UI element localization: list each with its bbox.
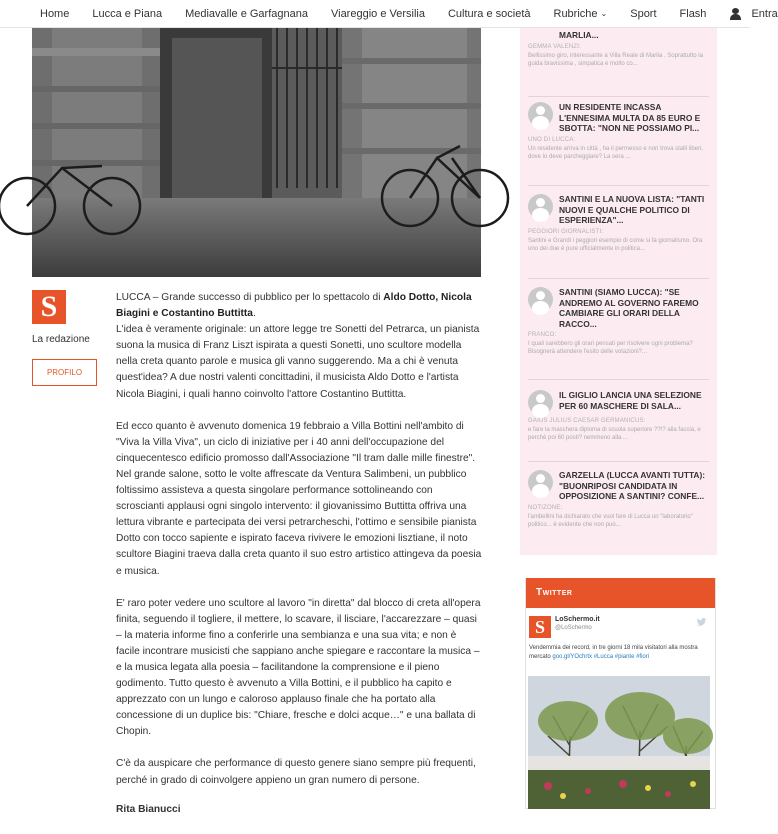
nav-rubriche-label: Rubriche — [553, 7, 598, 20]
twitter-widget-title: Twitter — [526, 578, 715, 608]
author-name: La redazione — [32, 334, 90, 345]
tweet-text — [526, 638, 715, 662]
chevron-down-icon: ⌄ — [600, 9, 608, 18]
comment-article-title[interactable]: UN RESIDENTE INCASSA L'ENNESIMA MULTA DA 85 EURO E SBOTTA: "NON NE POSSIAMO PI... — [559, 102, 701, 133]
twitter-widget — [525, 578, 716, 809]
profile-button[interactable]: PROFILO — [32, 359, 97, 386]
comment-snippet: Bellissimo giro, interessante a Villa Reale di Marlia . Soprattutto la guida bravissima , simpatica e molto co... — [528, 52, 703, 67]
article-paragraph-2: Ed ecco quanto è avvenuto domenica 19 febbraio a Villa Bottini nell'ambito di "Viva la Villa Viva", un ciclo di iniziative per i 40 anni dell'occupazione del cinquecentesco edificio promosso dall'Associazione "Il tram dalle mille finestre". Nel grande salone, sotto le volte affrescate da Ventura Salimbeni, un pubblico foltissimo assisteva a questa singolare performance sottolineando con scroscianti applausi ogni singolo intervento: il giovanissimo Buttitta offriva una lettura vibrante e partecipata dei versi petrarcheschi, l'ottimo e sensibile pianista Dotto con tocco sapiente e ispirato faceva rivivere le emozioni lisztiane, il noto scultore Biagini traeva dalla creta quanto il suo estro artistico attingeva da poesia e musica. — [116, 420, 482, 577]
site-logo-icon — [32, 290, 66, 324]
twitter-avatar-logo: S — [529, 616, 551, 638]
comment-item[interactable] — [520, 30, 717, 68]
nav-cultura-societa[interactable]: Cultura e società — [447, 7, 531, 20]
avatar-icon — [528, 194, 553, 219]
comment-head — [520, 102, 717, 134]
article-signature: Rita Bianucci — [116, 803, 181, 815]
article-end: . — [252, 308, 256, 320]
article-paragraph-1b: L'idea è veramente originale: un attore legge tre Sonetti del Petrarca, un pianista suona la musica di Franz Liszt ispirata a questi Sonetti, uno scultore modella nella creta quanto parole e musica gli vanno suggerendo. Ma a chi è venuta quest'idea? A due nostri valenti concittadini, il musicista Aldo Dotto e l'artista Nicola Biagini, i quali hanno coinvolto l'attore Costantino Buttitta. — [116, 324, 480, 400]
comment-author: NOTIZONE: — [528, 504, 563, 511]
nav-rubriche[interactable] — [554, 8, 608, 20]
comment-divider — [528, 278, 709, 279]
comment-item[interactable] — [520, 287, 717, 357]
comment-article-title[interactable]: IL GIGLIO LANCIA UNA SELEZIONE PER 60 MASCHERE DI SALA... — [559, 390, 702, 411]
article-lead: LUCCA – Grande successo di pubblico per lo spettacolo di — [116, 292, 384, 303]
comment-head — [520, 194, 717, 226]
author-box — [32, 290, 98, 386]
comment-author: GAIUS JULIUS CAESAR GERMANICUS: — [528, 418, 646, 424]
comment-author: GEMMA VALENZI: — [528, 43, 582, 50]
login-link[interactable] — [729, 8, 777, 20]
comment-item[interactable] — [520, 194, 717, 253]
tweet-author-names — [555, 616, 600, 631]
article-name-dotto: Aldo Dotto — [383, 292, 436, 303]
avatar-icon — [528, 390, 553, 415]
comment-snippet: I quali sarebbero gli orari pensati per risolvere ogni problema? Bisognerà attendere l'esito delle votazioni?... — [528, 341, 693, 356]
user-icon — [729, 8, 743, 20]
article-sep: e — [149, 308, 162, 320]
article-name-buttitta: Costantino Buttitta — [161, 308, 253, 320]
comment-article-title[interactable]: MARLIA... — [559, 30, 599, 40]
comment-article-title[interactable]: GARZELLA (LUCCA AVANTI TUTTA): "BUONRIPOSI CANDIDATA IN OPPOSIZIONE A SANTINI? CONFE... — [559, 470, 706, 501]
avatar-icon — [528, 470, 553, 495]
comment-head — [520, 287, 717, 329]
tweet-author-name[interactable]: LoSchermo.it — [555, 616, 600, 623]
comment-snippet: e fare la maschera diploma di scuola superiore ??!? alla faccia, e perchè poi 60 posti? nemmeno alla ... — [528, 427, 701, 442]
article-name-biagini: Nicola Biagini — [116, 292, 472, 320]
tweet-author[interactable] — [526, 608, 715, 638]
comment-head — [520, 30, 717, 41]
recent-comments-widget — [520, 28, 717, 555]
article-body — [116, 290, 482, 834]
article-sep: , — [435, 292, 442, 303]
comment-article-title[interactable]: SANTINI (SIAMO LUCCA): "SE ANDREMO AL GOVERNO FAREMO CAMBIARE GLI ORARI DELLA RACCO... — [559, 287, 699, 329]
author-logo-letter: S — [40, 290, 58, 323]
article-paragraph-4: C'è da auspicare che performance di questo genere siano sempre più frequenti, perché in grado di coinvolgere appieno un gran numero di persone. — [116, 758, 476, 786]
article-paragraph-3: E' raro poter vedere uno scultore al lavoro "in diretta" dal blocco di creta all'opera finita, seguendo il togliere, il mettere, lo scavare, il lisciare, l'accarezzare – quasi – la materia informe fino a conferirle una sembianza e una sua vita; e non è facile incontrare musicisti che sappiano anche spiegare e raccontare la musica – e la musica legata alla poesia – facilitandone la comprensione e il pieno godimento. Tutto questo è avvenuto a Villa Bottini, e il pubblico ha capito e apprezzato con un lungo e caloroso applauso finale che ha portato alla concessione di un duplice bis: "Chiare, fresche e dolci acque…" e una ballata di Chopin. — [116, 597, 481, 738]
avatar-icon — [528, 287, 553, 312]
tweet-photo-drawing — [528, 676, 710, 809]
nav-flash[interactable]: Flash — [679, 7, 707, 20]
article-paragraph-1 — [116, 290, 482, 403]
comment-article-title[interactable]: SANTINI E LA NUOVA LISTA: "TANTI NUOVI E QUALCHE POLITICO DI ESPERIENZA"... — [559, 194, 705, 225]
login-label: Entra — [751, 7, 778, 20]
hero-photo-drawing — [32, 28, 481, 277]
nav-home[interactable]: Home — [40, 7, 70, 20]
tweet-link[interactable]: goo.gl/YOchrtx — [552, 654, 593, 660]
comment-head — [520, 470, 717, 502]
comment-divider — [528, 96, 709, 97]
comment-item[interactable] — [520, 390, 717, 443]
nav-lucca-e-piana[interactable]: Lucca e Piana — [92, 7, 163, 20]
comment-snippet: Santini e Grandi i peggiori esempio di come si fa giornalismo. Ora uno dei due è pure ufficialmente in politica... — [528, 237, 703, 252]
avatar-icon — [528, 102, 553, 127]
top-navigation — [0, 0, 778, 28]
comment-divider — [528, 461, 709, 462]
tweet-body: Vendemmia dei record, in tre giorni 18 mila visitatori alla mostra mercato — [529, 645, 698, 660]
comment-divider — [528, 379, 709, 380]
comment-author: FRANCO: — [528, 332, 557, 338]
comment-divider — [528, 185, 709, 186]
nav-mediavalle-garfagnana[interactable]: Mediavalle e Garfagnana — [185, 7, 308, 20]
comment-item[interactable] — [520, 102, 717, 161]
tweet-photo[interactable] — [528, 676, 710, 809]
twitter-bird-icon[interactable] — [696, 618, 707, 626]
comment-item[interactable] — [520, 470, 717, 529]
nav-viareggio-versilia[interactable]: Viareggio e Versilia — [330, 7, 425, 20]
article-hero-image — [32, 28, 481, 277]
tweet-hashtags[interactable]: #Lucca #piante #fiori — [593, 654, 650, 660]
nav-sport[interactable]: Sport — [630, 7, 657, 20]
comment-author: UNO DI LUCCA: — [528, 136, 576, 143]
comment-head — [520, 390, 717, 415]
comment-author: PEGGIORI GIORNALISTI: — [528, 228, 604, 235]
comment-snippet: l'ambellini ha dichiarato che vuol fare di Lucca un "laboratorio" politico... è evidente che non può... — [528, 513, 693, 528]
comment-snippet: Un residente arriva in città , ha il permesso e non trova stalli liberi, dove lo deve parcheggiare? La sera ... — [528, 145, 704, 160]
tweet-author-handle[interactable]: @LoSchermo — [555, 625, 592, 631]
